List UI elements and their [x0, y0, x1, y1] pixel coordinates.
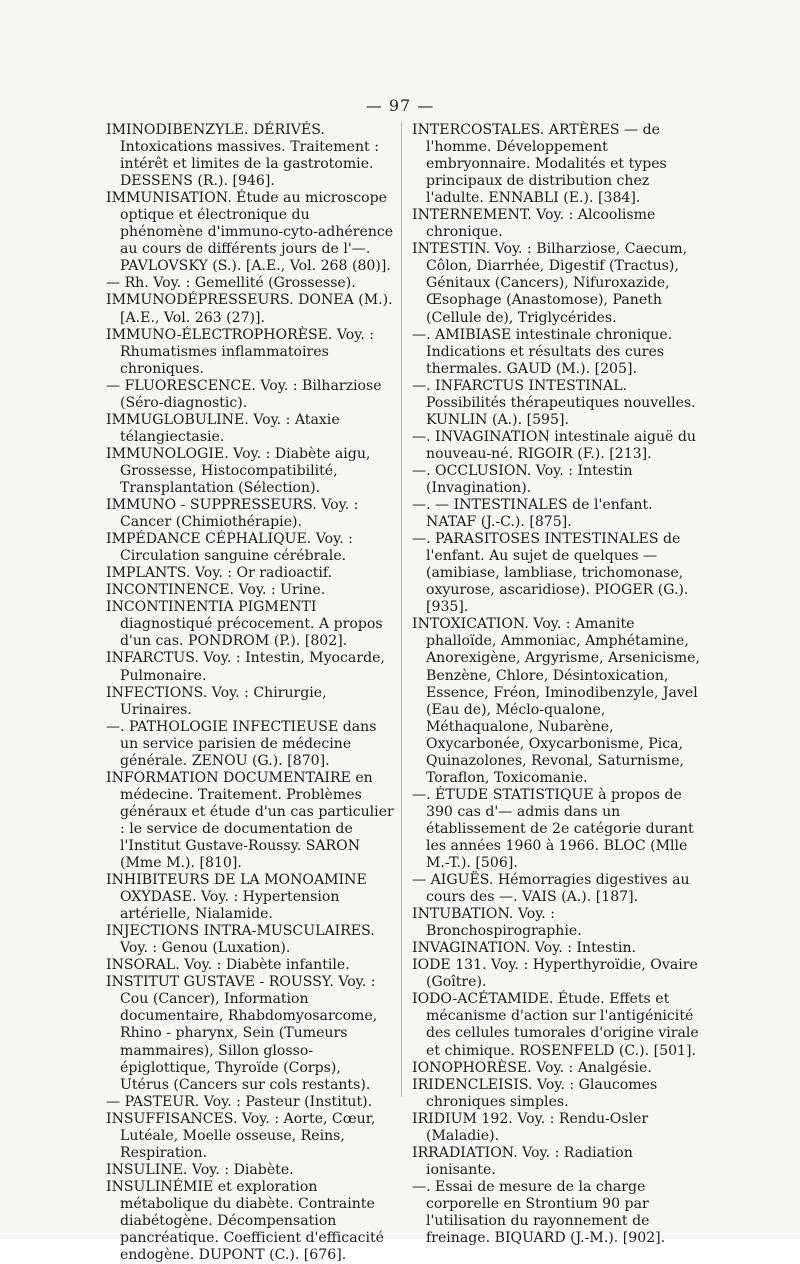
index-entry: INCONTINENCE. Voy. : Urine. — [106, 582, 326, 599]
index-entry: INJECTIONS INTRA-MUSCULAIRES. Voy. : Genou (Luxation). — [106, 923, 375, 957]
index-entry: — PASTEUR. Voy. : Pasteur (Institut). — [106, 1093, 373, 1110]
right-column — [412, 122, 702, 1247]
index-entry: INFARCTUS. Voy. : Intestin, Myocarde, Pulmonaire. — [106, 650, 385, 684]
index-entry: INTESTIN. Voy. : Bilharziose, Caecum, Côlon, Diarrhée, Digestif (Tractus), Génitaux (Cancers), Nifuroxazide, Œsophage (Anastomose), Paneth (Cellule de), Triglycérides. — [412, 241, 688, 326]
index-entry: INTERCOSTALES. ARTÈRES — de l'homme. Développement embryonnaire. Modalités et types principaux de distribution chez l'adulte. ENNABLI (E.). [384]. — [412, 122, 667, 207]
index-entry: — FLUORESCENCE. Voy. : Bilharziose (Séro-diagnostic). — [106, 377, 382, 411]
index-entry: —. PATHOLOGIE INFECTIEUSE dans un service parisien de médecine générale. ZENOU (G.). [870]. — [106, 718, 377, 769]
index-entry: INCONTINENTIA PIGMENTI diagnostiqué précocement. A propos d'un cas. PONDROM (P.). [802]. — [106, 599, 383, 650]
index-entry: IONOPHORÈSE. Voy. : Analgésie. — [412, 1059, 652, 1076]
page-number: — 97 — — [365, 96, 435, 115]
index-entry: — AIGUËS. Hémorragies digestives au cours des —. VAIS (A.). [187]. — [412, 872, 690, 906]
index-entry: IMPÉDANCE CÉPHALIQUE. Voy. : Circulation sanguine cérébrale. — [106, 531, 353, 565]
index-entry: —. INVAGINATION intestinale aiguë du nouveau-né. RIGOIR (F.). [213]. — [412, 428, 696, 462]
index-entry: INTOXICATION. Voy. : Amanite phalloïde, Ammoniac, Amphétamine, Anorexigène, Argyrisme, Arsenicisme, Benzène, Chlore, Désintoxication, Essence, Fréon, Iminodibenzyle, Javel (Eau de), Méclo-qualone, Méthaqualone, Nubarène, Oxycarbonée, Oxycarbonisme, Pica, Quinazolones, Revonal, Saturnisme, Toraflon, Toxicomanie. — [412, 616, 700, 786]
index-entry: IODE 131. Voy. : Hyperthyroïdie, Ovaire (Goître). — [412, 957, 698, 991]
index-entry: —. INFARCTUS INTESTINAL. Possibilités thérapeutiques nouvelles. KUNLIN (A.). [595]. — [412, 377, 696, 428]
index-entry: IMMUNOLOGIE. Voy. : Diabète aigu, Grossesse, Histocompatibilité, Transplantation (Sélection). — [106, 445, 371, 496]
column-divider — [401, 122, 402, 1097]
index-entry: IMINODIBENZYLE. DÉRIVÉS. Intoxications massives. Traitement : intérêt et limites de la gastrotomie. DESSENS (R.). [946]. — [106, 122, 379, 190]
index-entry: —. AMIBIASE intestinale chronique. Indications et résultats des cures thermales. GAUD (M.). [205]. — [412, 326, 673, 377]
index-entry: —. — INTESTINALES de l'enfant. NATAF (J.-C.). [875]. — [412, 497, 653, 531]
index-entry: IMMUGLOBULINE. Voy. : Ataxie télangiectasie. — [106, 411, 340, 445]
index-entry: —. PARASITOSES INTESTINALES de l'enfant. Au sujet de quelques — (amibiase, lambliase, trichomonase, oxyurose, ascaridiose). PIOGER (G.). [935]. — [412, 531, 689, 616]
index-entry: IMMUNO-ÉLECTROPHORÈSE. Voy. : Rhumatismes inflammatoires chroniques. — [106, 326, 375, 377]
index-entry: IODO-ACÉTAMIDE. Étude. Effets et mécanisme d'action sur l'antigénicité des cellules tumorales d'origine virale et chimique. ROSENFELD (C.). [501]. — [412, 991, 699, 1059]
index-entry: IMMUNISATION. Étude au microscope optique et électronique du phénomène d'immuno-cyto-adhérence au cours de différents jours de l'—. PAVLOVSKY (S.). [A.E., Vol. 268 (80)]. — [106, 190, 394, 275]
index-entry: INFECTIONS. Voy. : Chirurgie, Urinaires. — [106, 684, 327, 718]
index-entry: —. Essai de mesure de la charge corporelle en Strontium 90 par l'utilisation du rayonnement de freinage. BIQUARD (J.-M.). [902]. — [412, 1178, 666, 1247]
index-entry: INFORMATION DOCUMENTAIRE en médecine. Traitement. Problèmes généraux et étude d'un cas particulier : le service de documentation de l'Institut Gustave-Roussy. SARON (Mme M.). [810]. — [106, 769, 394, 872]
index-entry: — Rh. Voy. : Gemellité (Grossesse). — [106, 275, 356, 292]
index-entry: IMPLANTS. Voy. : Or radioactif. — [106, 565, 333, 582]
index-entry: INSTITUT GUSTAVE - ROUSSY. Voy. : Cou (Cancer), Information documentaire, Rhabdomyosarcome, Rhino - pharynx, Sein (Tumeurs mammaires), Sillon glosso-épiglottique, Thyroïde (Corps), Utérus (Cancers sur cols restants). — [106, 974, 378, 1093]
left-column — [106, 122, 394, 1264]
index-entry: INSORAL. Voy. : Diabète infantile. — [106, 957, 350, 974]
index-entry: —. ÉTUDE STATISTIQUE à propos de 390 cas d'— admis dans un établissement de 2e catégorie durant les années 1960 à 1966. BLOC (Mlle M.-T.). [506]. — [412, 786, 694, 872]
index-entry: INSULINE. Voy. : Diabète. — [106, 1161, 294, 1178]
index-entry: INSUFFISANCES. Voy. : Aorte, Cœur, Lutéale, Moelle osseuse, Reins, Respiration. — [106, 1110, 376, 1161]
index-entry: IRIDENCLEISIS. Voy. : Glaucomes chroniques simples. — [412, 1076, 658, 1110]
index-entry: INTERNEMENT. Voy. : Alcoolisme chronique. — [412, 207, 656, 241]
index-entry: IMMUNO - SUPPRESSEURS. Voy. : Cancer (Chimiothérapie). — [106, 497, 359, 531]
index-entry: INSULINÉMIE et exploration métabolique du diabète. Contrainte diabétogène. Décompensation pancréatique. Coefficient d'efficacité endogène. DUPONT (C.). [676]. — [106, 1178, 384, 1264]
index-entry: IRIDIUM 192. Voy. : Rendu-Osler (Maladie). — [412, 1110, 649, 1144]
index-entry: INVAGINATION. Voy. : Intestin. — [412, 940, 637, 957]
index-entry: —. OCCLUSION. Voy. : Intestin (Invagination). — [412, 462, 633, 496]
index-entry: IRRADIATION. Voy. : Radiation ionisante. — [412, 1144, 633, 1178]
index-entry: IMMUNODÉPRESSEURS. DONEA (M.). [A.E., Vol. 263 (27)]. — [106, 292, 393, 326]
index-entry: INTUBATION. Voy. : Bronchospirographie. — [412, 906, 582, 940]
index-entry: INHIBITEURS DE LA MONOAMINE OXYDASE. Voy. : Hypertension artérielle, Nialamide. — [106, 872, 367, 923]
